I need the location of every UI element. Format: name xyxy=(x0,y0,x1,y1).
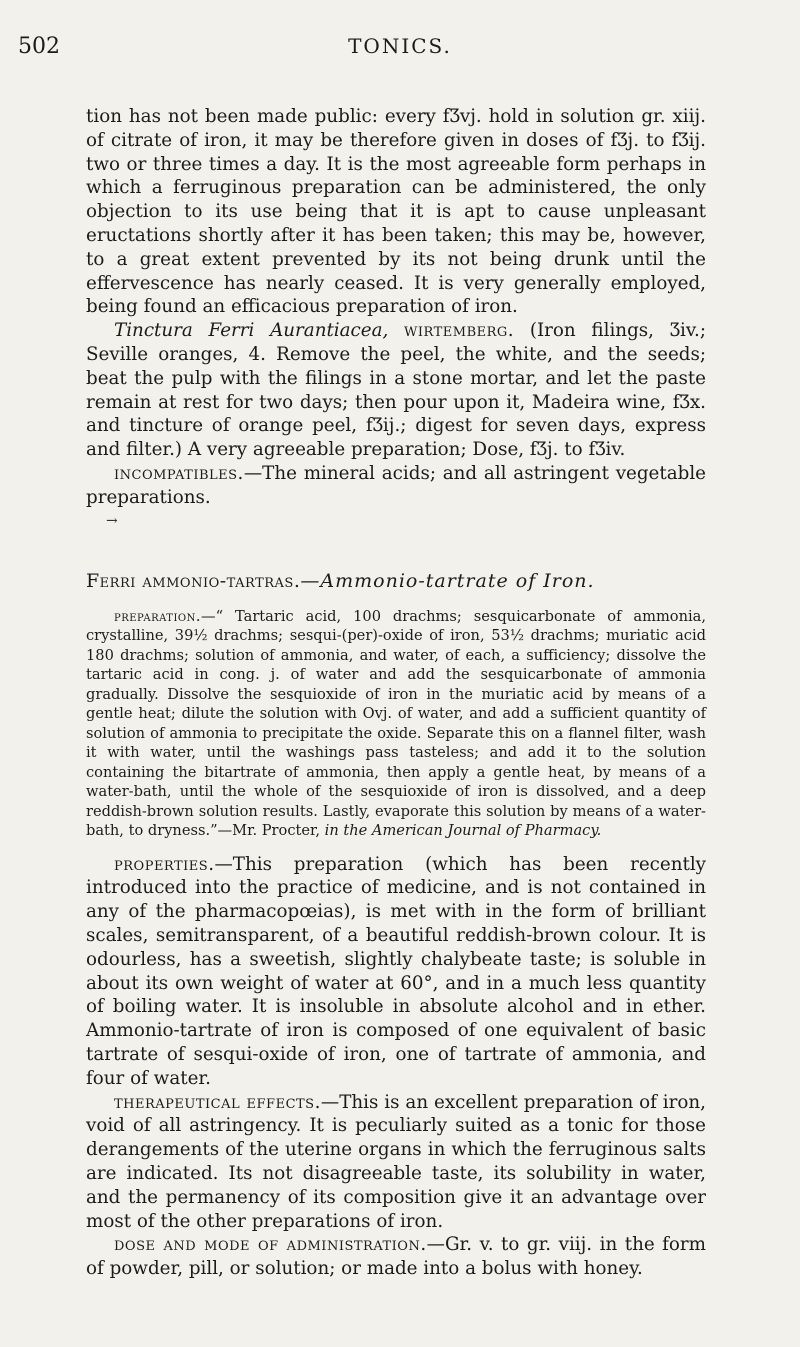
paragraph-incompatibles xyxy=(86,462,706,510)
section-title-english: —Ammonio-tartrate of Iron. xyxy=(300,569,595,592)
tinctura-author: wirtemberg. xyxy=(404,320,515,342)
tinctura-name: Tinctura Ferri Aurantiacea, xyxy=(114,320,389,342)
lower-text xyxy=(86,853,706,1281)
margin-mark: → xyxy=(106,512,118,529)
paragraph-properties xyxy=(86,853,706,1091)
running-title: TONICS. xyxy=(348,34,452,58)
section-heading xyxy=(86,570,706,592)
preparation-label: preparation. xyxy=(114,607,202,625)
dose-text: —Gr. v. to gr. viij. in the form of powder, pill, or solution; or made into a bolus with honey. xyxy=(86,1234,706,1280)
incompatibles-text: —The mineral acids; and all astringent vegetable preparations. xyxy=(86,462,706,508)
paragraph-tinctura xyxy=(86,319,706,462)
preparation-block xyxy=(86,607,706,841)
paragraph-dose xyxy=(86,1233,706,1281)
preparation-source: in the American Journal of Pharmacy. xyxy=(324,822,602,840)
preparation-text: —“ Tartaric acid, 100 drachms; sesquicarbonate of ammonia, crystalline, 39½ drachms; sesqui-(per)-oxide of iron, 53½ drachms; muriatic acid 180 drachms; solution of ammonia, and water, of each, a sufficiency; dissolve the tartaric acid in cong. j. of water and add the sesquicarbonate of ammonia gradually. Dissolve the sesquioxide of iron in the muriatic acid by means of a gentle heat; dilute the solution with Ovj. of water, and add a sufficient quantity of solution of ammonia to precipitate the oxide. Separate this on a flannel filter, wash it with water, until the washings pass tasteless; and add it to the solution containing the bitartrate of ammonia, then apply a gentle heat, by means of a water-bath, until the whole of the sesquioxide of iron is dissolved, and a deep reddish-brown solution results. Lastly, evaporate this solution by means of a water-bath, to dryness.”—Mr. Procter, xyxy=(86,607,706,840)
paragraph-therapeutic xyxy=(86,1091,706,1234)
therapeutic-text: —This is an excellent preparation of iron, void of all astringency. It is peculiarly suited as a tonic for those derangements of the uterine organs in which the ferruginous salts are indicated. Its not disagreeable taste, its solubility in water, and the permanency of its composition give it an advantage over most of the other preparations of iron. xyxy=(86,1091,706,1232)
properties-text: —This preparation (which has been recently introduced into the practice of medicine, and is not contained in any of the pharmacopœias), is met with in the form of brilliant scales, semitransparent, of a beautiful reddish-brown colour. It is odourless, has a sweetish, slightly chalybeate taste; is soluble in about its own weight of water at 60°, and in a much less quantity of boiling water. It is insoluble in absolute alcohol and in ether. Ammonio-tartrate of iron is composed of one equivalent of basic tartrate of sesqui-oxide of iron, one of tartrate of ammonia, and four of water. xyxy=(86,853,706,1089)
dose-label: dose and mode of administration. xyxy=(114,1234,427,1256)
paragraph-citrate-continuation: tion has not been made public: every fƷvj. hold in solution gr. xiij. of citrate of iron, it may be therefore given in doses of fƷj. to fƷij. two or three times a day. It is the most agreeable form perhaps in which a ferruginous preparation can be administered, the only objection to its use being that it is apt to cause unpleasant eructations shortly after it has been taken; this may be, however, to a great extent prevented by its not being drunk until the effervescence has nearly ceased. It is very generally employed, being found an efficacious preparation of iron. xyxy=(86,106,706,318)
spacer xyxy=(86,841,706,853)
incompatibles-label: incompatibles. xyxy=(114,462,244,484)
page-header xyxy=(0,28,800,68)
paragraph-preparation xyxy=(86,607,706,841)
page-body xyxy=(86,105,706,1281)
page-number: 502 xyxy=(18,34,60,59)
properties-label: properties. xyxy=(114,853,215,875)
therapeutic-label: therapeutical effects. xyxy=(114,1091,321,1113)
upper-text xyxy=(86,105,706,510)
tinctura-text: (Iron filings, Ʒiv.; Seville oranges, 4. Remove the peel, the white, and the seeds; beat the pulp with the filings in a stone mortar, and let the paste remain at rest for two days; then pour upon it, Madeira wine, fƷx. and tincture of orange peel, fƷij.; digest for seven days, express and filter.) A very agreeable preparation; Dose, fƷj. to fƷiv. xyxy=(86,320,706,461)
section-title-latin: Ferri ammonio-tartras. xyxy=(86,569,301,592)
